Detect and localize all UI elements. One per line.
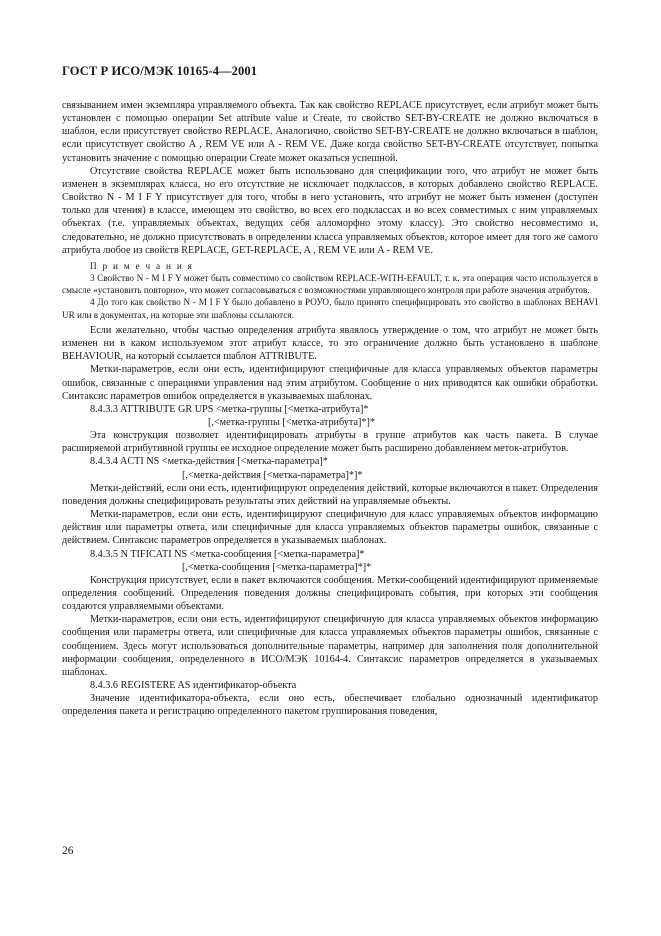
syntax-continuation: [,<метка-группы [<метка-атрибута]*]* [208, 416, 375, 428]
clause-heading-8-4-3-5: 8.4.3.5 N TIFICATI NS <метка-сообщения [<метка-параметра]* [90, 548, 365, 560]
body-text [62, 99, 598, 719]
paragraph: Конструкция присутствует, если в пакет включаются сообщения. Метки-сообщений идентифицируют применяемые определения сообщений. Определения поведения должны специфицировать события, при которых эти сообщения создаются управляемыми объектами. [62, 574, 598, 613]
paragraph: Отсутствие свойства REPLACE может быть использовано для спецификации того, что атрибут не может быть изменен в экземплярах класса, но его отсутствие не исключает подклассов, в которых добавлено свойство REPLACE. Свойство N - M I F Y присутствует для того, чтобы в него установить, что атрибут не может быть изменен (доступен только для чтения) в классе, имеющем это свойство, во всех его подклассах и во всех совместимых с ним управляемых объектах (т.е. управляемых объектах, ведущих себя алломорфно этому классу). Это свойство несовместимо и, следовательно, не должно присутствовать в определении класса управляемых объектов, которое имеет для того же самого атрибута любое из свойств REPLACE, GET-REPLACE, A , REM VE или A - REM VE. [62, 165, 598, 256]
paragraph: Эта конструкция позволяет идентифицировать атрибуты в группе атрибутов как часть пакета. В случае расширяемой атрибутивной группы ее исходное определение может быть расширено добавлением меток-атрибутов. [62, 430, 598, 455]
clause-heading-8-4-3-3: 8.4.3.3 ATTRIBUTE GR UPS <метка-группы [<метка-атрибута]* [90, 403, 369, 415]
paragraph: Метки-параметров, если они есть, идентифицируют специфичные для класса управляемых объектов параметры ошибок, связанные с операциями управления над этим атрибутом. Сообщение о них приводятся как ошибки обработки. Синтаксис параметров ошибок определяется в указываемых шаблонах. [62, 364, 598, 402]
paragraph: Если желательно, чтобы частью определения атрибута являлось утверждение о том, что атрибут не может быть изменен ни в каком используемом этот атрибут классе, то это ограничение должно быть установлено в шаблоне BEHAVIOUR, на который ссылается шаблон ATTRIBUTE. [62, 324, 598, 363]
paragraph: Метки-действий, если они есть, идентифицируют определения действий, которые включаются в пакет. Определения поведения должны специфицировать результаты этих действий на управляемые объекты. [62, 482, 598, 507]
page-number: 26 [62, 845, 74, 857]
note-3: 3 Свойство N - M I F Y может быть совместимо со свойством REPLACE-WITH-EFAULT, т. к. эта операция часто используется в смысле «установить повторно», что может согласовываться с возможностями управляющего контроля при работе значения атрибутов. [62, 273, 598, 296]
syntax-continuation: [,<метка-сообщения [<метка-параметра]*]* [182, 561, 372, 573]
paragraph: Значение идентификатора-объекта, если оно есть, обеспечивает глобально однозначный идентификатор определения пакета и регистрацию определенного пакетом группирования поведения, [62, 693, 598, 718]
syntax-continuation: [,<метка-действия [<метка-параметра]*]* [182, 469, 363, 481]
clause-heading-8-4-3-4: 8.4.3.4 ACTI NS <метка-действия [<метка-параметра]* [90, 456, 328, 468]
paragraph: Метки-параметров, если они есть, идентифицируют специфичную для класс управляемых объектов информацию действия или параметры ответа, или специфичные для класса управляемых объектов параметры ошибок, связанные с действием. Синтаксис параметров определяется в указываемых шаблонах. [62, 509, 598, 547]
notes-heading: П р и м е ч а н и я [90, 260, 194, 271]
note-4: 4 До того как свойство N - M I F Y было добавлено в РОУО, было принято специфицировать это свойство в шаблонах BEHAVI UR или в документах, на которые эти шаблоны ссылаются. [62, 297, 598, 320]
clause-heading-8-4-3-6: 8.4.3.6 REGISTERE AS идентификатор-объекта [90, 680, 297, 692]
paragraph: Метки-параметров, если они есть, идентифицируют специфичную для класса управляемых объектов информацию сообщения или параметры ответа, или специфичные для класса управляемых объектов параметры ошибок, связанные с сообщением. Здесь могут использоваться дополнительные параметры, например для заполнения поля дополнительной информации сообщения, определенного в ИСО/МЭК 10164-4. Синтаксис параметров определяется в указываемых шаблонах. [62, 614, 598, 678]
running-header: ГОСТ Р ИСО/МЭК 10165-4—2001 [62, 64, 258, 78]
paragraph: связыванием имен экземпляра управляемого объекта. Так как свойство REPLACE присутствует, если атрибут может быть установлен с помощью операции Set attribute value и Create, то свойство SET-BY-CREATE не должно включаться в шаблон, если присутствует свойство REPLACE. Аналогично, свойство SET-BY-CREATE не должно включаться в шаблон, если присутствует свойство A , REM VE или A - REM VE. Даже когда свойство SET-BY-CREATE отсутствует, попытка установить значение с помощью операции Create может оказаться успешной. [62, 100, 598, 164]
